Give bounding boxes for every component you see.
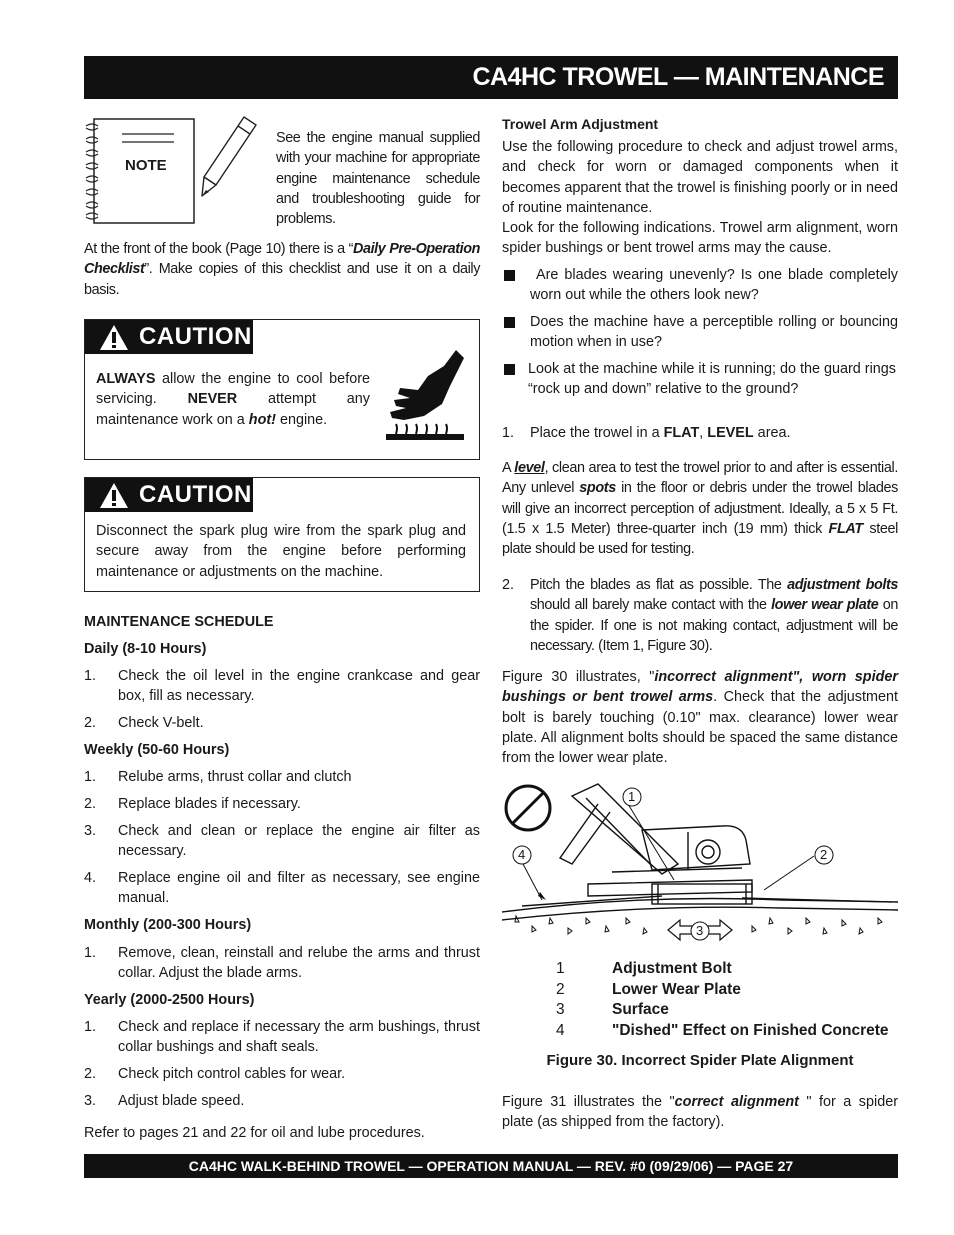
caution-hot-text-2: attempt any maintenance work on a (96, 391, 370, 428)
legend-row: 1 Adjustment Bolt (556, 960, 732, 977)
legend-row: 4 "Dished" Effect on Finished Concrete (556, 1022, 889, 1039)
caution-spark-text: Disconnect the spark plug wire from the spark plug and secure away from the engine before performing maintenance or adjustments on the machine. (96, 523, 466, 580)
figure-30-diagram (502, 780, 898, 945)
legend-row: 3 Surface (556, 1001, 669, 1018)
callout-1: 1 (628, 789, 636, 804)
never-emphasis: NEVER (187, 391, 238, 408)
intro-pre: At the front of the book (Page 10) there is a “ (84, 241, 353, 257)
caution-banner (85, 478, 253, 512)
caution-hot-text (96, 369, 370, 430)
schedule-title: MAINTENANCE SCHEDULE (84, 614, 274, 630)
yearly-title: Yearly (2000-2500 Hours) (84, 992, 255, 1008)
level-emphasis: LEVEL (707, 425, 754, 441)
caution-box-spark-plug (84, 477, 480, 592)
callout-4: 4 (518, 847, 526, 862)
weekly-title: Weekly (50-60 Hours) (84, 742, 230, 758)
caution-banner (85, 320, 253, 354)
bullet-square-icon (504, 364, 515, 375)
checklist-emphasis: Daily Pre-Operation Checklist (84, 241, 480, 278)
note-text: See the engine manual supplied with your machine for appropriate engine maintenance schedule and troubleshooting guide for problems. (276, 130, 480, 228)
page-header: CA4HC TROWEL — MAINTENANCE (84, 56, 898, 99)
flat-emphasis: FLAT (663, 425, 700, 441)
caution-label: CAUTION (139, 481, 252, 508)
callout-3: 3 (696, 923, 704, 938)
bullet-square-icon (504, 317, 515, 328)
always-emphasis: ALWAYS (96, 371, 156, 387)
intro-paragraph (84, 239, 480, 300)
caution-box-hot-engine (84, 319, 480, 460)
bullet-square-icon (504, 270, 515, 281)
caution-hot-text-1: allow the engine to cool before servicing. (96, 371, 370, 408)
monthly-title: Monthly (200-300 Hours) (84, 917, 252, 933)
warning-triangle-icon (99, 482, 129, 509)
pencil-icon (198, 114, 260, 198)
trowel-arm-paragraph-2: Look for the following indications. Trowel arm alignment, worn spider bushings or bent trowel arms may the cause. (502, 220, 898, 257)
intro-post: ”. Make copies of this checklist and use it on a daily basis. (84, 261, 480, 298)
legend-row: 2 Lower Wear Plate (556, 981, 741, 998)
hot-surface-hand-icon (384, 348, 470, 442)
refer-text: Refer to pages 21 and 22 for oil and lube procedures. (84, 1125, 425, 1141)
figure-31-paragraph: Figure 31 illustrates the "correct alignment " for a spider plate (as shipped from the factory). (502, 1094, 898, 1131)
trowel-arm-title: Trowel Arm Adjustment (502, 116, 659, 132)
hot-emphasis: hot! (248, 411, 276, 428)
warning-triangle-icon (99, 324, 129, 351)
level-paragraph: A level, clean area to test the trowel prior to and after is essential. Any unlevel spots in the floor or debris under the trowel blades will give an incorrect perception of adjustment. Ideally, a 5 x 5 Ft. (1.5 x 1.5 Meter) three-quarter inch (19 mm) thick FLAT steel plate should be used for testing. (502, 460, 899, 558)
daily-title: Daily (8-10 Hours) (84, 641, 207, 657)
page-footer: CA4HC WALK-BEHIND TROWEL — OPERATION MANUAL — REV. #0 (09/29/06) — PAGE 27 (84, 1154, 898, 1178)
trowel-arm-paragraph-1: Use the following procedure to check and adjust trowel arms, and check for worn or damaged components when it becomes apparent that the trowel is finishing poorly or in need of routine maintenance. (502, 139, 898, 216)
note-label: NOTE (125, 157, 167, 174)
figure-30-caption: Figure 30. Incorrect Spider Plate Alignment (546, 1052, 854, 1069)
figure-30-paragraph: Figure 30 illustrates, "incorrect alignment", worn spider bushings or bent trowel arms. Check that the adjustment bolt is barely touching (0.10" max. clearance) lower wear plate. All alignment bolts should be spaced the same distance from the lower wear plate. (502, 669, 898, 767)
caution-hot-text-3: engine. (275, 411, 328, 428)
caution-label: CAUTION (139, 323, 252, 350)
callout-2: 2 (820, 847, 828, 862)
